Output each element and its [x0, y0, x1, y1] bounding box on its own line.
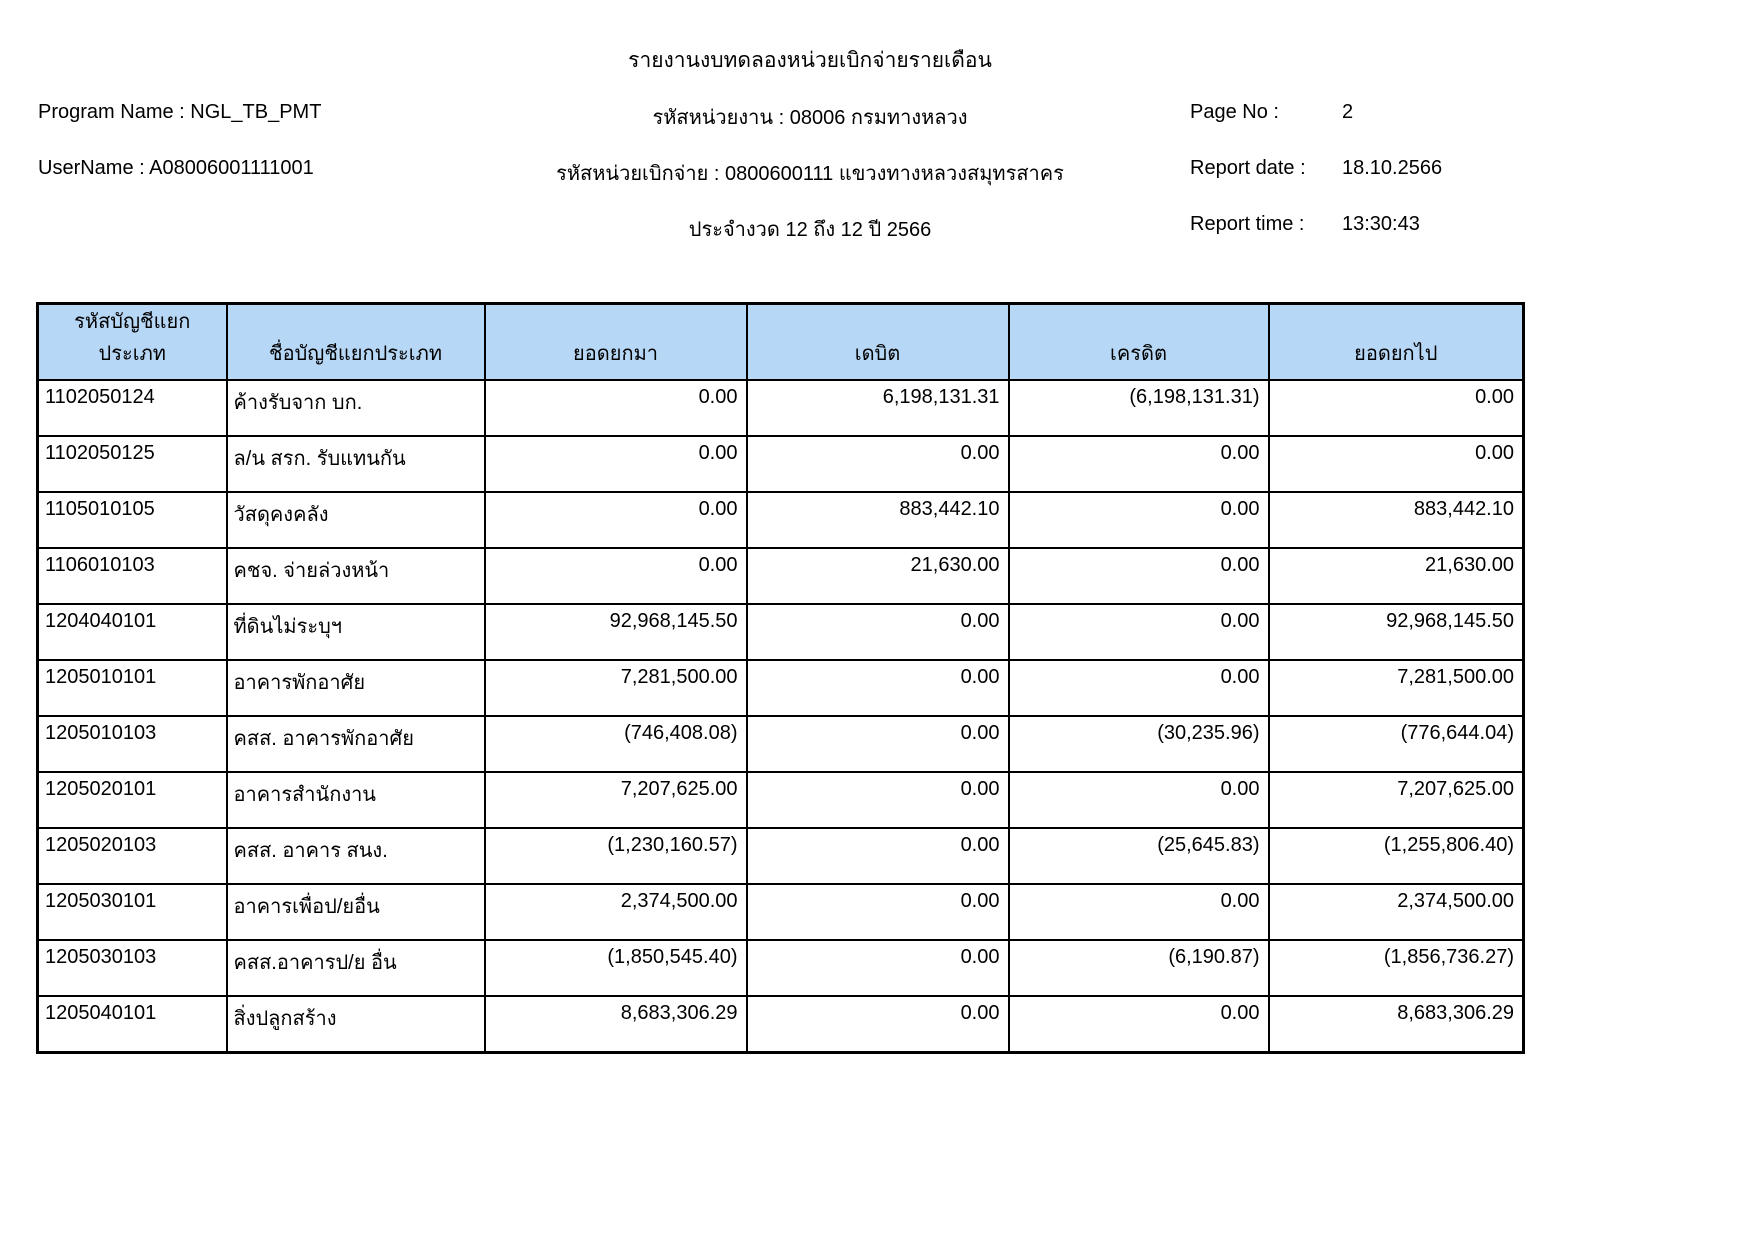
cell-carried-forward: 2,374,500.00 — [1269, 884, 1524, 940]
cell-brought-forward: 0.00 — [485, 436, 747, 492]
cell-brought-forward: 7,281,500.00 — [485, 660, 747, 716]
period-line: ประจำงวด 12 ถึง 12 ปี 2566 — [688, 219, 932, 241]
cell-debit: 0.00 — [747, 828, 1009, 884]
cell-carried-forward: (1,856,736.27) — [1269, 940, 1524, 996]
cell-account-name: สิ่งปลูกสร้าง — [227, 996, 485, 1052]
table-row — [38, 996, 1524, 1052]
cell-carried-forward: 92,968,145.50 — [1269, 604, 1524, 660]
cell-account-name: อาคารพักอาศัย — [227, 660, 485, 716]
cell-carried-forward: (776,644.04) — [1269, 716, 1524, 772]
report-time-value: 13:30:43 — [1342, 213, 1420, 235]
cell-debit: 883,442.10 — [747, 492, 1009, 548]
cell-account-name: อาคารสำนักงาน — [227, 772, 485, 828]
cell-carried-forward: 21,630.00 — [1269, 548, 1524, 604]
cell-brought-forward: 0.00 — [485, 548, 747, 604]
cell-carried-forward: 883,442.10 — [1269, 492, 1524, 548]
cell-credit: (6,190.87) — [1009, 940, 1269, 996]
cell-credit: (6,198,131.31) — [1009, 380, 1269, 436]
cell-account-code: 1205010103 — [38, 716, 227, 772]
cell-debit: 0.00 — [747, 772, 1009, 828]
cell-credit: 0.00 — [1009, 548, 1269, 604]
cell-credit: 0.00 — [1009, 604, 1269, 660]
cell-account-name: คสส.อาคารป/ย อื่น — [227, 940, 485, 996]
table-row — [38, 548, 1524, 604]
agency-code-line: รหัสหน่วยงาน : 08006 กรมทางหลวง — [652, 107, 968, 129]
report-title: รายงานงบทดลองหน่วยเบิกจ่ายรายเดือน — [628, 49, 992, 72]
cell-account-code: 1102050125 — [38, 436, 227, 492]
table-row — [38, 436, 1524, 492]
cell-account-name: ล/น สรก. รับแทนกัน — [227, 436, 485, 492]
report-time-label: Report time : — [1190, 213, 1305, 235]
table-row — [38, 604, 1524, 660]
cell-account-code: 1205010101 — [38, 660, 227, 716]
col-header-credit: เครดิต — [1009, 304, 1269, 381]
table-row — [38, 380, 1524, 436]
cell-credit: 0.00 — [1009, 492, 1269, 548]
cell-account-name: คชจ. จ่ายล่วงหน้า — [227, 548, 485, 604]
cell-debit: 0.00 — [747, 716, 1009, 772]
cell-carried-forward: 0.00 — [1269, 436, 1524, 492]
col-header-account-name: ชื่อบัญชีแยกประเภท — [227, 304, 485, 381]
report-date-value: 18.10.2566 — [1342, 157, 1443, 179]
table-row — [38, 660, 1524, 716]
table-row — [38, 772, 1524, 828]
table-header-row — [38, 304, 1524, 381]
cell-account-code: 1205030101 — [38, 884, 227, 940]
cell-brought-forward: 8,683,306.29 — [485, 996, 747, 1052]
cell-account-name: คสส. อาคารพักอาศัย — [227, 716, 485, 772]
cell-brought-forward: (1,230,160.57) — [485, 828, 747, 884]
page-no-label: Page No : — [1190, 101, 1279, 123]
cell-brought-forward: 7,207,625.00 — [485, 772, 747, 828]
table-row — [38, 716, 1524, 772]
cell-account-name: คสส. อาคาร สนง. — [227, 828, 485, 884]
page-no-value: 2 — [1342, 101, 1354, 123]
cell-account-name: วัสดุคงคลัง — [227, 492, 485, 548]
cell-debit: 6,198,131.31 — [747, 380, 1009, 436]
cell-carried-forward: 7,281,500.00 — [1269, 660, 1524, 716]
cell-account-code: 1205040101 — [38, 996, 227, 1052]
table-row — [38, 940, 1524, 996]
col-header-brought-forward: ยอดยกมา — [485, 304, 747, 381]
cell-debit: 21,630.00 — [747, 548, 1009, 604]
col-header-carried-forward: ยอดยกไป — [1269, 304, 1524, 381]
cell-credit: 0.00 — [1009, 996, 1269, 1052]
cell-account-code: 1205020101 — [38, 772, 227, 828]
table-body — [38, 380, 1524, 1052]
cell-credit: 0.00 — [1009, 660, 1269, 716]
cell-account-code: 1204040101 — [38, 604, 227, 660]
cell-brought-forward: 0.00 — [485, 492, 747, 548]
cell-carried-forward: (1,255,806.40) — [1269, 828, 1524, 884]
table-row — [38, 828, 1524, 884]
cell-account-code: 1106010103 — [38, 548, 227, 604]
cell-debit: 0.00 — [747, 940, 1009, 996]
cell-account-code: 1205030103 — [38, 940, 227, 996]
cell-brought-forward: 92,968,145.50 — [485, 604, 747, 660]
cell-account-name: อาคารเพื่อป/ยอื่น — [227, 884, 485, 940]
table-row — [38, 492, 1524, 548]
table-row — [38, 884, 1524, 940]
cell-carried-forward: 0.00 — [1269, 380, 1524, 436]
cell-credit: 0.00 — [1009, 436, 1269, 492]
cell-debit: 0.00 — [747, 884, 1009, 940]
cell-account-code: 1102050124 — [38, 380, 227, 436]
cell-credit: 0.00 — [1009, 772, 1269, 828]
cell-brought-forward: 2,374,500.00 — [485, 884, 747, 940]
col-header-debit: เดบิต — [747, 304, 1009, 381]
cell-debit: 0.00 — [747, 996, 1009, 1052]
cell-brought-forward: (1,850,545.40) — [485, 940, 747, 996]
cell-account-name: ที่ดินไม่ระบุฯ — [227, 604, 485, 660]
username-line: UserName : A08006001111001 — [38, 157, 314, 179]
cell-account-code: 1105010105 — [38, 492, 227, 548]
cell-debit: 0.00 — [747, 604, 1009, 660]
cell-account-name: ค้างรับจาก บก. — [227, 380, 485, 436]
cell-credit: 0.00 — [1009, 884, 1269, 940]
col-header-account-code: รหัสบัญชีแยกประเภท — [38, 304, 227, 381]
cell-credit: (25,645.83) — [1009, 828, 1269, 884]
cell-carried-forward: 8,683,306.29 — [1269, 996, 1524, 1052]
program-name-line: Program Name : NGL_TB_PMT — [38, 101, 322, 123]
trial-balance-table — [36, 302, 1525, 1054]
disbursement-unit-line: รหัสหน่วยเบิกจ่าย : 0800600111 แขวงทางหลวงสมุทรสาคร — [556, 163, 1064, 185]
cell-brought-forward: 0.00 — [485, 380, 747, 436]
cell-carried-forward: 7,207,625.00 — [1269, 772, 1524, 828]
cell-brought-forward: (746,408.08) — [485, 716, 747, 772]
report-date-label: Report date : — [1190, 157, 1306, 179]
cell-account-code: 1205020103 — [38, 828, 227, 884]
cell-debit: 0.00 — [747, 436, 1009, 492]
cell-debit: 0.00 — [747, 660, 1009, 716]
cell-credit: (30,235.96) — [1009, 716, 1269, 772]
